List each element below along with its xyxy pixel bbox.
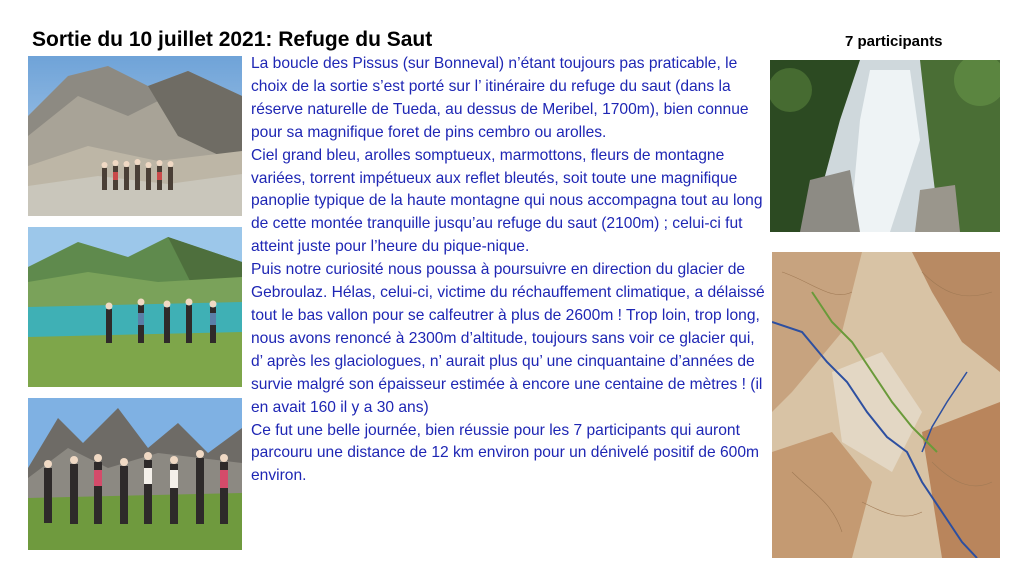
photo-group-rocky-valley xyxy=(28,56,242,216)
participants-count: 7 participants xyxy=(845,33,943,50)
photo-group-peaks xyxy=(28,398,242,550)
paragraph-ascent: Ciel grand bleu, arolles somptueux, marmottons, fleurs de montagne variées, torrent impétueux aux reflet bleutés, soit toute une magnifique panoplie typique de la haute montagne qui nous accompagna tout au long de cette montée tranquille jusqu’au refuge du saut (2100m) ; celui-ci fut atteint juste pour l’heure du pique-nique. xyxy=(251,146,763,256)
photo-torrent xyxy=(770,60,1000,232)
paragraph-conclusion: Ce fut une belle journée, bien réussie pour les 7 participants qui auront parcouru une distance de 12 km environ pour un dénivelé positif de 600m environ. xyxy=(251,421,759,485)
paragraph-intro: La boucle des Pissus (sur Bonneval) n’étant toujours pas praticable, le choix de la sortie s’est porté sur l’ itinéraire du refuge du saut (dans la réserve naturelle de Tueda, au dessus de Meribel, 1700m), bien connue pour sa magnifique foret de pins cembro ou arolles. xyxy=(251,55,749,141)
page-title: Sortie du 10 juillet 2021: Refuge du Saut xyxy=(32,28,433,51)
trip-report-text xyxy=(251,53,769,488)
photo-group-lake xyxy=(28,227,242,387)
photo-route-map xyxy=(772,252,1000,558)
paragraph-glacier: Puis notre curiosité nous poussa à poursuivre en direction du glacier de Gebroulaz. Hélas, celui-ci, victime du réchauffement climatique, a délaissé tout le bas vallon pour se calfeutrer à plus de 2600m ! Trop loin, trop long, nous avons renoncé à 2300m d’altitude, toujours sans voir ce glacier qui, d’ après les glaciologues, n’ aurait plus qu’ une cinquantaine d’années de survie malgré son épaisseur estimée à encore une centaine de mètres ! (il en avait 160 il y a 30 ans) xyxy=(251,261,765,416)
